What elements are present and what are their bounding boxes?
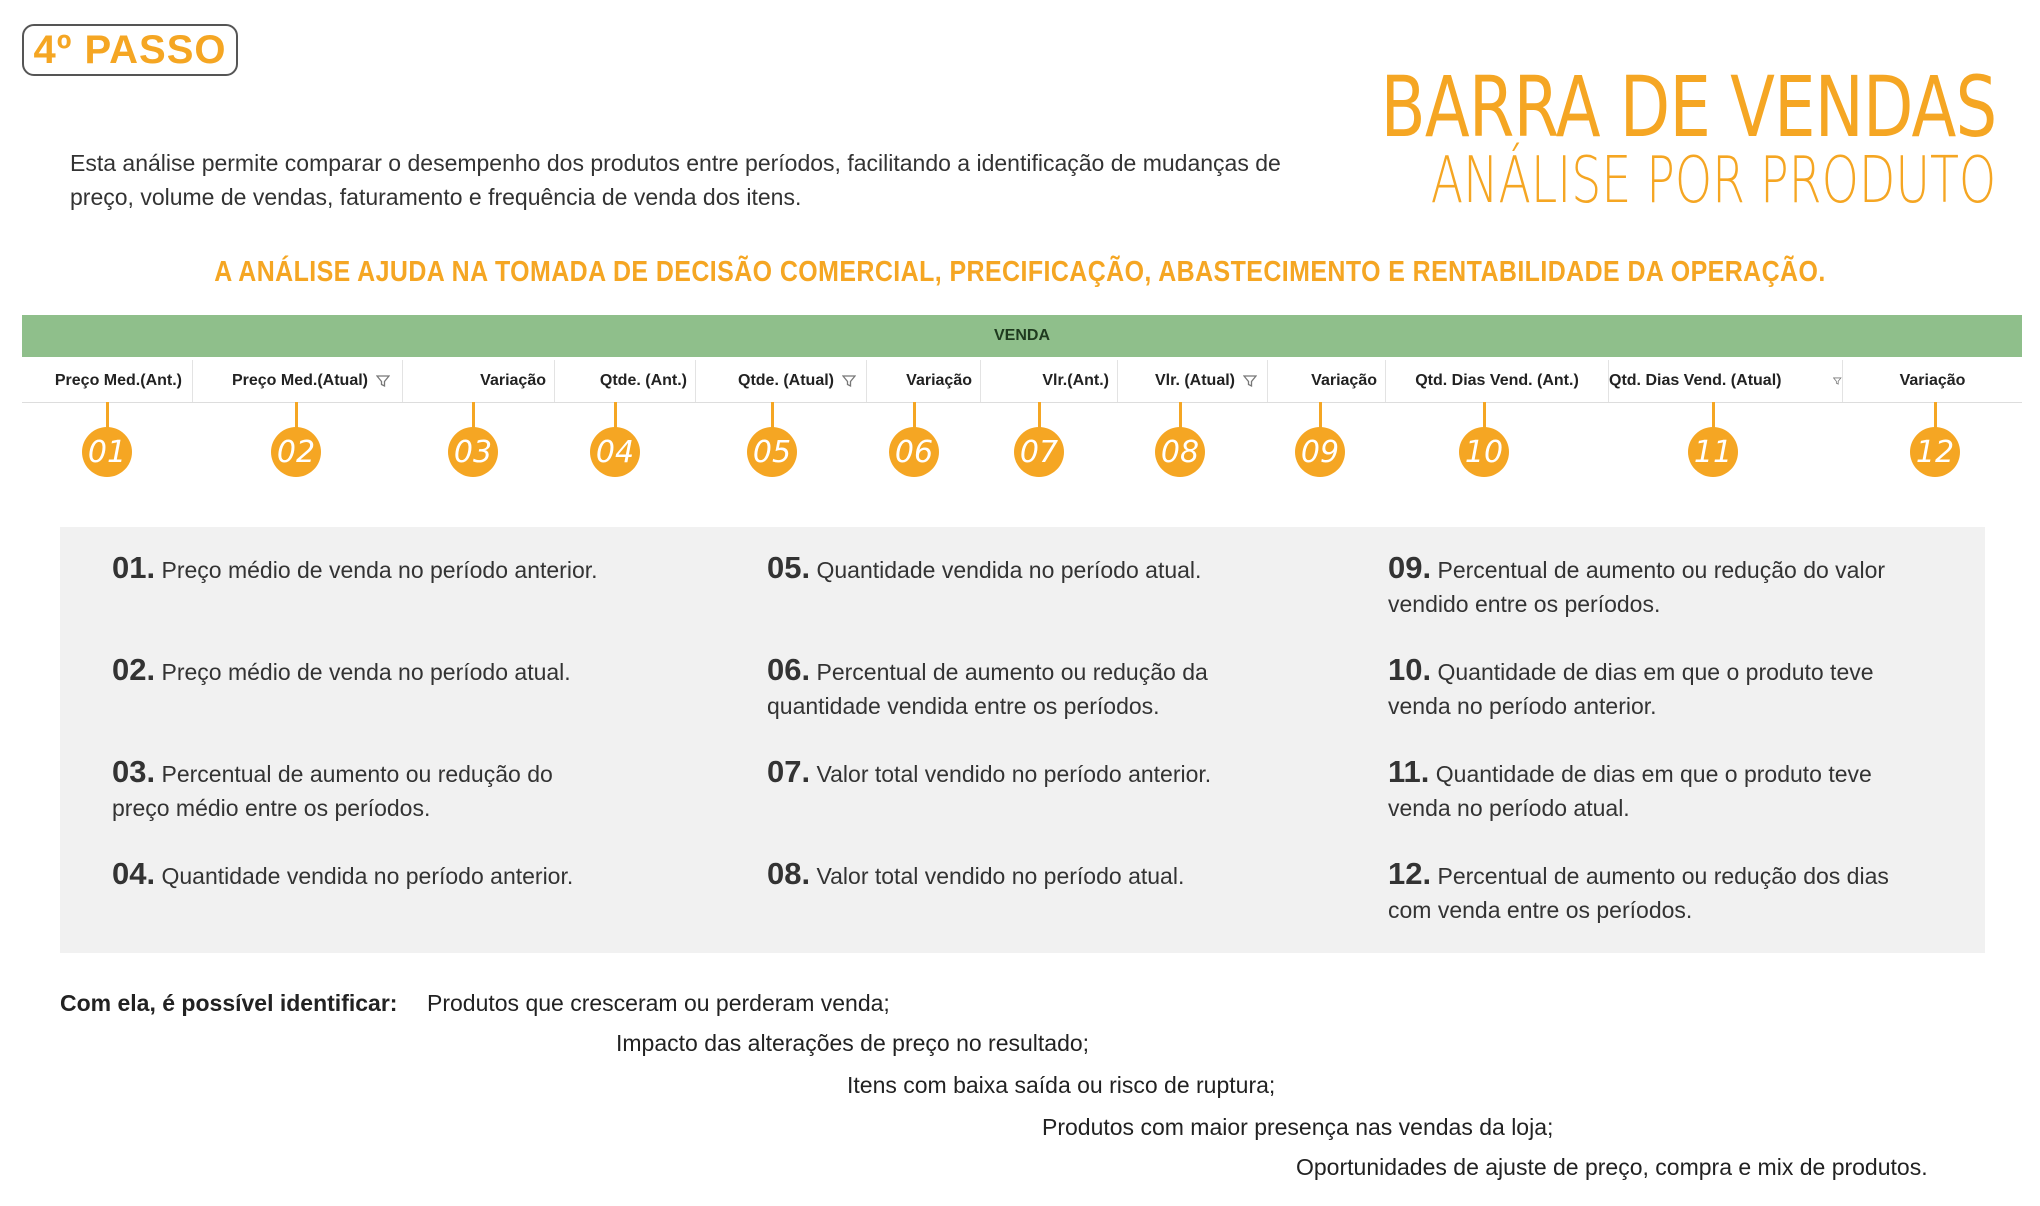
benefit-item: Oportunidades de ajuste de preço, compra e mix de produtos.: [1296, 1154, 1928, 1180]
marker-11: 11: [1688, 427, 1738, 477]
definition-number: 04.: [112, 856, 156, 891]
definition-number: 10.: [1388, 652, 1432, 687]
definition-text: preço médio entre os períodos.: [112, 795, 431, 821]
definitions-panel: [60, 527, 1985, 953]
column-header-qtde-atual[interactable]: [696, 360, 867, 402]
intro-line: preço, volume de vendas, faturamento e frequência de venda dos itens.: [70, 184, 802, 210]
definition-number: 08.: [767, 856, 811, 891]
marker-04: 04: [590, 427, 640, 477]
definition-text: Valor total vendido no período atual.: [816, 863, 1185, 889]
column-label: Preço Med.(Atual): [231, 372, 368, 389]
definition-02: [112, 653, 672, 689]
definition-01: [112, 551, 672, 587]
definition-number: 03.: [112, 754, 156, 789]
definition-text: Preço médio de venda no período anterior.: [161, 557, 598, 583]
table-group-header: [22, 315, 2022, 357]
definition-text: Preço médio de venda no período atual.: [161, 659, 571, 685]
definition-09: [1388, 551, 1968, 621]
page-subtitle: ANÁLISE POR PRODUTO: [1430, 144, 1996, 218]
definition-12: [1388, 857, 1968, 927]
definition-text: Quantidade vendida no período anterior.: [161, 863, 574, 889]
definition-text: Quantidade de dias em que o produto teve: [1437, 659, 1874, 685]
marker-05: 05: [747, 427, 797, 477]
definition-text: quantidade vendida entre os períodos.: [767, 693, 1160, 719]
definition-number: 12.: [1388, 856, 1432, 891]
column-header-preco-ant[interactable]: [22, 360, 193, 402]
definition-08: [767, 857, 1327, 893]
column-header-variacao-dias[interactable]: [1843, 360, 2022, 402]
definition-number: 02.: [112, 652, 156, 687]
filter-icon[interactable]: [1243, 374, 1257, 388]
column-label: Variação: [1899, 372, 1966, 389]
marker-07: 07: [1014, 427, 1064, 477]
marker-01: 01: [82, 427, 132, 477]
filter-icon[interactable]: [1833, 374, 1842, 388]
definition-03: [112, 755, 672, 825]
definition-number: 09.: [1388, 550, 1432, 585]
definition-text: Percentual de aumento ou redução dos dias: [1437, 863, 1889, 889]
column-label: Vlr. (Atual): [1154, 372, 1235, 389]
definition-text: Quantidade vendida no período atual.: [816, 557, 1202, 583]
column-label: Variação: [906, 372, 972, 389]
column-header-variacao-preco[interactable]: [403, 360, 555, 402]
benefit-item: Impacto das alterações de preço no resultado;: [616, 1030, 1090, 1056]
intro-text: [70, 146, 1350, 214]
page-title: BARRA DE VENDAS: [1380, 58, 1996, 156]
column-label: Vlr.(Ant.): [1042, 372, 1109, 389]
column-header-dias-ant[interactable]: [1386, 360, 1609, 402]
definition-text: Percentual de aumento ou redução do: [161, 761, 553, 787]
marker-09: 09: [1295, 427, 1345, 477]
intro-line: Esta análise permite comparar o desempenho dos produtos entre períodos, facilitando a identificação de mudanças de: [70, 150, 1281, 176]
benefit-item: Itens com baixa saída ou risco de ruptura;: [847, 1072, 1276, 1098]
definition-04: [112, 857, 672, 893]
definition-text: com venda entre os períodos.: [1388, 897, 1693, 923]
column-header-variacao-vlr[interactable]: [1268, 360, 1386, 402]
definition-text: Percentual de aumento ou redução do valor: [1437, 557, 1886, 583]
definition-number: 07.: [767, 754, 811, 789]
highlight-statement: A ANÁLISE AJUDA NA TOMADA DE DECISÃO COMERCIAL, PRECIFICAÇÃO, ABASTECIMENTO E RENTABILIDADE DA OPERAÇÃO.: [214, 256, 1826, 288]
benefit-item: Produtos com maior presença nas vendas da loja;: [1042, 1114, 1554, 1140]
definition-text: venda no período anterior.: [1388, 693, 1657, 719]
column-label: Qtd. Dias Vend. (Ant.): [1415, 372, 1579, 389]
filter-icon[interactable]: [376, 374, 390, 388]
definition-06: [767, 653, 1327, 723]
benefit-item: Produtos que cresceram ou perderam venda;: [427, 990, 890, 1016]
column-header-qtde-ant[interactable]: [555, 360, 696, 402]
column-header-preco-atual[interactable]: [193, 360, 403, 402]
column-label: Preço Med.(Ant.): [54, 372, 182, 389]
definition-05: [767, 551, 1327, 587]
column-header-vlr-atual[interactable]: [1118, 360, 1268, 402]
marker-06: 06: [889, 427, 939, 477]
filter-icon[interactable]: [842, 374, 856, 388]
definition-number: 05.: [767, 550, 811, 585]
column-label: Qtde. (Atual): [738, 372, 834, 389]
group-header-label: VENDA: [993, 327, 1050, 344]
definition-text: vendido entre os períodos.: [1388, 591, 1661, 617]
marker-10: 10: [1459, 427, 1509, 477]
column-label: Variação: [480, 372, 546, 389]
marker-03: 03: [448, 427, 498, 477]
marker-02: 02: [271, 427, 321, 477]
definition-text: Quantidade de dias em que o produto teve: [1435, 761, 1872, 787]
definition-11: [1388, 755, 1968, 825]
definition-07: [767, 755, 1327, 791]
benefits-label: Com ela, é possível identificar:: [60, 990, 398, 1016]
column-label: Qtde. (Ant.): [599, 372, 687, 389]
table-column-headers: [22, 360, 2022, 403]
column-label: Qtd. Dias Vend. (Atual): [1609, 372, 1782, 389]
definition-10: [1388, 653, 1968, 723]
column-header-dias-atual[interactable]: [1609, 360, 1843, 402]
column-label: Variação: [1311, 372, 1377, 389]
marker-12: 12: [1910, 427, 1960, 477]
column-header-variacao-qtde[interactable]: [867, 360, 981, 402]
definition-text: Valor total vendido no período anterior.: [816, 761, 1212, 787]
definition-number: 01.: [112, 550, 156, 585]
definition-number: 11.: [1388, 754, 1430, 789]
column-header-vlr-ant[interactable]: [981, 360, 1118, 402]
definition-text: Percentual de aumento ou redução da: [816, 659, 1208, 685]
definition-text: venda no período atual.: [1388, 795, 1630, 821]
step-badge: 4º PASSO: [22, 24, 238, 76]
definition-number: 06.: [767, 652, 811, 687]
marker-08: 08: [1155, 427, 1205, 477]
